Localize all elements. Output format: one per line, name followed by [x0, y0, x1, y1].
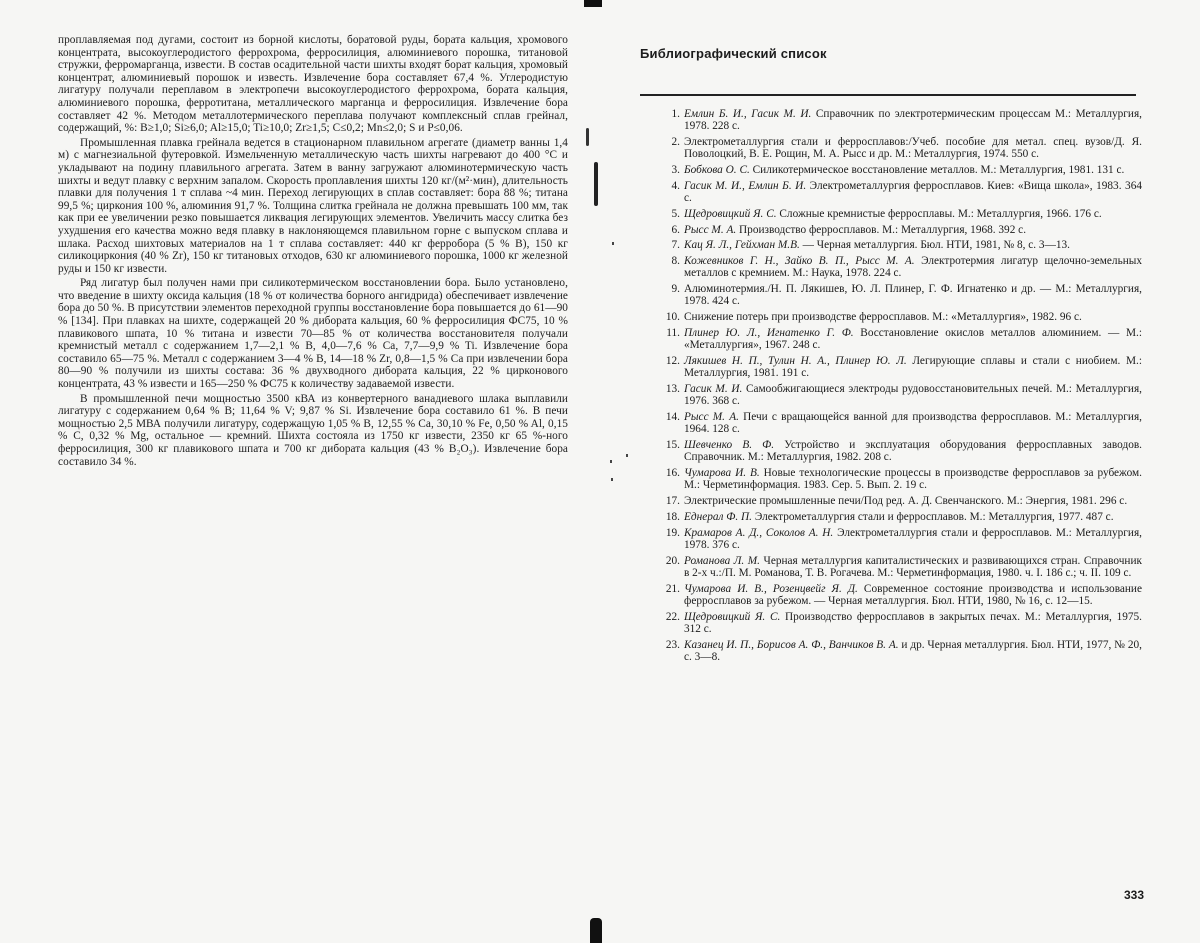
paragraph-3: Ряд лигатур был получен нами при силикотермическом восстановлении бора. Было установлено, что введение в шихту оксида кальция (18 % от количества борного ангидрида) обеспечивает извлечение бора до 50 %. В присутствии элементов переходной группы восстановление бора повышается до 61—90 % [134]. При плавках на шихте, содержащей 20 % дибората кальция, 60 % ферросилиция ФС75, 10 % плавикового шпата, 10 % титана и извести 70—85 % от количества восстановителя получали кремнистый металл с содержанием 1,7—2,1 % B, 4,0—7,6 % Ca, 7,7—9,9 % Ti. Извлечение бора составило 65—75 %. Металл с содержанием 3—4 % B, 14—18 % Zr, 0,8—1,5 % Ca при извлечении бора 80—90 % получили из шихты состава: 36 % двухводного дибората кальция, 22 % цирконового концентрата, 43 % извести и 165—250 % ФС75 к количеству задаваемой извести. [58, 277, 568, 391]
reference-number: 6. [671, 223, 680, 236]
reference-text: Электротермия лигатур щелочно-земельных металлов с кремнием. М.: Наука, 1978. 224 с. [684, 255, 1143, 280]
reference-item [632, 136, 1142, 160]
page-number: 333 [1124, 888, 1145, 902]
bibliography-list [632, 108, 1142, 667]
reference-author: Щедровицкий Я. С. [684, 207, 777, 220]
reference-number: 8. [671, 255, 680, 268]
reference-author: Еднерал Ф. П. [684, 510, 752, 523]
reference-number: 4. [671, 179, 680, 192]
reference-number: 23. [665, 638, 680, 651]
reference-number: 20. [665, 554, 680, 567]
reference-item [632, 439, 1142, 463]
reference-author: Шевченко В. Ф. [684, 438, 775, 451]
reference-text: Электрометаллургия стали и ферросплавов. М.: Металлургия, 1977. 487 с. [752, 510, 1114, 523]
reference-text: и др. Черная металлургия. Бюл. НТИ, 1977, № 20, с. 3—8. [684, 638, 1142, 663]
reference-text: Электрометаллургия стали и ферросплавов:/Учеб. пособие для метал. спец. вузов/Д. Я. Поволоцкий, В. Е. Рощин, М. А. Рысс и др. М.: Металлургия, 1974. 550 с. [684, 136, 1142, 161]
reference-item [632, 180, 1142, 204]
paragraph-1: проплавляемая под дугами, состоит из борной кислоты, боратовой руды, бората кальция, хромового концентрата, высокоуглеродистого феррохрома, ферросилиция, алюминиевого порошка, титановой стружки, ферромарганца, извести. В состав осадительной части шихты входят борат кальция, хромовый концентрат, алюминиевый порошок и известь. Извлечение бора составляет 67,4 %. Углеродистую лигатуру получали переплавом в электропечи высокоуглеродистого феррохрома, бората кальция, алюминиевого порошка, ферротитана, металлического марганца и ферросилиция. Извлечение бора составляет 42 %. Методом металлотермического переплава получают комплексный сплав грейнал, содержащий, %: B≥1,0; Si≥6,0; Al≥15,0; Ti≥10,0; Zr≥1,5; C≤0,2; Mn≤2,0; S и P≤0,06. [58, 34, 568, 135]
reference-item [632, 208, 1142, 220]
reference-number: 12. [665, 354, 680, 367]
paragraph-2: Промышленная плавка грейнала ведется в стационарном плавильном агрегате (диаметр ванны 1,4 м) с магнезиальной футеровкой. Измельченную металлическую часть шихты нагревают до 400 °C и укладывают на подину плавильного агрегата. Затем в ванну загружают алюминотермическую часть шихты и ведут плавку с верхним запалом. Скорость проплавления шихты 120 кг/(м²·мин), длительность плавки для получения 1 т сплава ~4 мин. Переход легирующих в сплав составляет: бора 88 %; титана 99,5 %; циркония 100 %, алюминия 91,7 %. Толщина слитка грейнала не должна превышать 100 мм, так как при ее увеличении резко повышается ликвация легирующих элементов. Увеличить массу слитка без ухудшения его качества можно ведя плавку в наклоняющемся плавильном горне с выпуском сплава и шлака. Расход шихтовых материалов на 1 т сплава составляет: 440 кг ферробора (5 % B), 150 кг силикоциркония (40 % Zr), 150 кг титановых отходов, 630 кг алюминиевого порошка, 1000 кг железной руды и 150 кг извести. [58, 136, 568, 275]
gutter-mark-upper [586, 128, 589, 146]
reference-item [632, 495, 1142, 507]
reference-text: Восстановление окислов металлов алюминием. — М.: «Металлургия», 1967. 248 с. [684, 326, 1142, 352]
reference-item [632, 355, 1142, 379]
reference-text: Современное состояние производства и использование ферросплавов за рубежом. — Черная металлургия. Бюл. НТИ, 1980, № 16, с. 12—15. [684, 582, 1142, 607]
reference-number: 14. [665, 410, 680, 423]
reference-item [632, 283, 1142, 307]
reference-item [632, 311, 1142, 323]
reference-author: Казанец И. П., Борисов А. Ф., Ванчиков В. А. [684, 638, 899, 651]
reference-item [632, 164, 1142, 176]
reference-author: Рысс М. А. [684, 223, 737, 236]
reference-author: Кожевников Г. Н., Зайко В. П., Рысс М. А. [684, 255, 915, 268]
reference-number: 19. [665, 526, 680, 539]
reference-text: Производство ферросплавов. М.: Металлургия, 1968. 392 с. [736, 223, 1027, 236]
reference-text: Сложные кремнистые ферросплавы. М.: Металлургия, 1966. 176 с. [776, 207, 1102, 220]
reference-item [632, 239, 1142, 251]
reference-item [632, 639, 1142, 663]
reference-text: Электрометаллургия ферросплавов. Киев: «Вища школа», 1983. 364 с. [684, 179, 1143, 204]
reference-number: 22. [665, 610, 680, 623]
reference-item [632, 327, 1142, 351]
paragraph-4: В промышленной печи мощностью 3500 кВА из конвертерного ванадиевого шлака выплавили лигатуру с содержанием 0,64 % B; 11,64 % V; 9,87 % Si. Извлечение бора составило 61 %. В печи мощностью 2,5 МВА получили лигатуру, содержащую 1,05 % B, 12,55 % Ca, 30,10 % Fe, 0,50 % Al, 0,15 % C, 0,32 % Mg, остальное — кремний. Шихта состояла из 1750 кг извести, 2350 кг 65 %-ного ферросилиция, 300 кг плавикового шпата и 700 кг дибората кальция (43 % B₂O₃). Извлечение бора составило 34 %. [58, 392, 568, 468]
reference-number: 13. [665, 382, 680, 395]
scan-speck [610, 460, 612, 463]
reference-item [632, 527, 1142, 551]
reference-text: Новые технологические процессы в производстве ферросплавов за рубежом. М.: Черметинформация. 1983. Сер. 5. Вып. 2. 19 с. [684, 466, 1142, 492]
scan-speck [611, 478, 613, 481]
reference-author: Щедровицкий Я. С. [684, 610, 781, 623]
reference-author: Романова Л. М. [684, 554, 760, 567]
reference-author: Лякишев Н. П., Тулин Н. А., Плинер Ю. Л. [684, 354, 907, 367]
reference-text: — Черная металлургия. Бюл. НТИ, 1981, № 8, с. 3—13. [799, 239, 1070, 252]
reference-author: Плинер Ю. Л., Игнатенко Г. Ф. [684, 326, 854, 339]
reference-author: Чумарова И. В., Розенцвейг Я. Д. [684, 582, 858, 595]
reference-author: Бобкова О. С. [684, 164, 750, 176]
reference-text: Производство ферросплавов в закрытых печах. М.: Металлургия, 1975. 312 с. [684, 610, 1142, 635]
bibliography-heading: Библиографический список [640, 46, 827, 61]
reference-text: Устройство и эксплуатация оборудования ферросплавных заводов. Справочник. М.: Металлургия, 1982. 208 с. [684, 438, 1142, 464]
reference-number: 5. [671, 207, 680, 220]
left-page [58, 34, 568, 468]
reference-number: 17. [665, 494, 680, 507]
reference-number: 21. [665, 582, 680, 595]
reference-text: Снижение потерь при производстве ферросплавов. М.: «Металлургия», 1982. 96 с. [684, 311, 1082, 324]
right-page [632, 46, 1143, 663]
reference-text: Алюминотермия./Н. П. Лякишев, Ю. Л. Плинер, Г. Ф. Игнатенко и др. — М.: Металлургия, 1978. 424 с. [684, 283, 1142, 308]
reference-number: 1. [671, 108, 680, 120]
reference-item [632, 108, 1142, 132]
reference-author: Чумарова И. В. [684, 466, 760, 479]
reference-number: 10. [665, 311, 680, 324]
reference-item [632, 255, 1142, 279]
reference-number: 2. [671, 136, 680, 148]
reference-author: Крамаров А. Д., Соколов А. Н. [684, 526, 834, 539]
reference-item [632, 511, 1142, 523]
reference-number: 15. [665, 438, 680, 451]
reference-item [632, 411, 1142, 435]
heading-rule [640, 94, 1136, 96]
scan-speck [626, 454, 628, 457]
gutter-mark-top [584, 0, 602, 7]
reference-author: Емлин Б. И., Гасик М. И. [684, 108, 812, 120]
gutter-mark-bottom [590, 918, 602, 943]
reference-author: Рысс М. А. [684, 410, 739, 423]
reference-item [632, 383, 1142, 407]
reference-number: 16. [665, 466, 680, 479]
reference-author: Гасик М. И. [684, 382, 743, 395]
reference-text: Легирующие сплавы и стали с ниобием. М.: Металлургия, 1981. 191 с. [684, 354, 1142, 380]
scan-speck [612, 242, 614, 245]
reference-text: Черная металлургия капиталистических и развивающихся стран. Справочник в 2-х ч.:/П. М. Романова, Т. В. Рогачева. М.: Черметинформация, 1980. ч. I. 186 с.; ч. II. 109 с. [684, 554, 1142, 579]
reference-item [632, 611, 1142, 635]
reference-author: Гасик М. И., Емлин Б. И. [684, 179, 807, 192]
reference-number: 7. [671, 239, 680, 252]
reference-item [632, 555, 1142, 579]
reference-number: 9. [671, 283, 680, 296]
gutter-mark-middle [594, 162, 598, 206]
reference-item [632, 583, 1142, 607]
reference-number: 3. [671, 164, 680, 176]
reference-author: Кац Я. Л., Гейхман М.В. [684, 239, 800, 252]
reference-text: Электрические промышленные печи/Под ред. А. Д. Свенчанского. М.: Энергия, 1981. 296 с. [684, 494, 1128, 507]
reference-item [632, 467, 1142, 491]
reference-text: Справочник по электротермическим процессам М.: Металлургия, 1978. 228 с. [684, 108, 1142, 133]
reference-item [632, 224, 1142, 236]
reference-text: Силикотермическое восстановление металлов. М.: Металлургия, 1981. 131 с. [749, 164, 1125, 176]
reference-number: 18. [665, 510, 680, 523]
reference-number: 11. [666, 326, 680, 339]
reference-text: Электрометаллургия стали и ферросплавов. М.: Металлургия, 1978. 376 с. [684, 526, 1142, 551]
reference-text: Печи с вращающейся ванной для производства ферросплавов. М.: Металлургия, 1964. 128 с. [684, 410, 1142, 436]
reference-text: Самообжигающиеся электроды рудовосстановительных печей. М.: Металлургия, 1976. 368 с. [684, 382, 1142, 408]
